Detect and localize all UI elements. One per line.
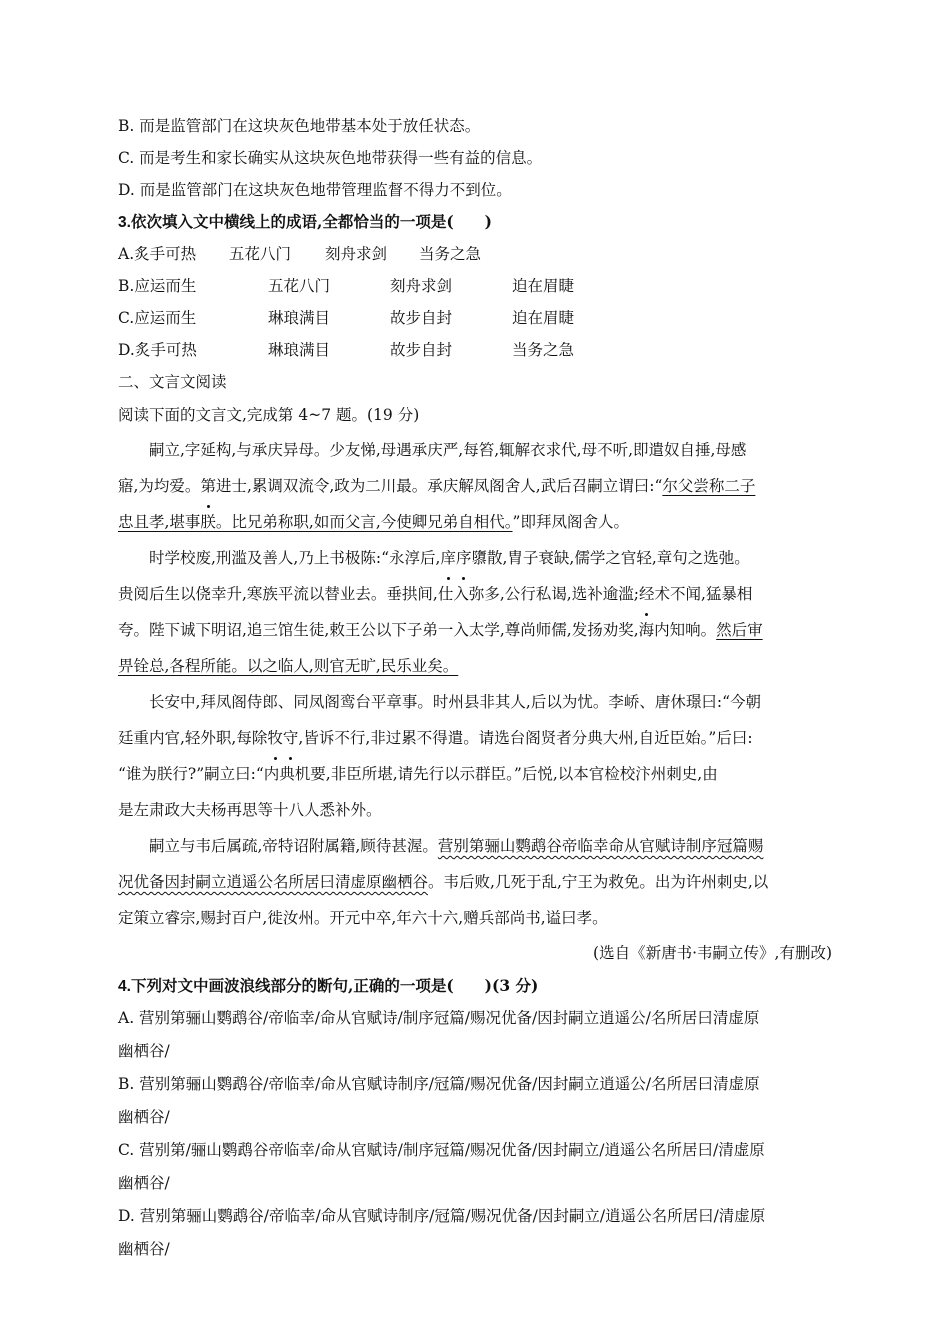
passage-source: (选自《新唐书·韦嗣立传》,有删改) xyxy=(593,944,832,962)
option-item: 故步自封 xyxy=(390,309,453,327)
option-item: C.应运而生 xyxy=(118,309,197,327)
passage-paragraph-4 xyxy=(118,828,832,936)
option-item: 迫在眉睫 xyxy=(512,309,575,327)
emphasis-dot-char: 牧 xyxy=(267,720,283,756)
passage-paragraph-3 xyxy=(118,684,832,828)
option-a-line-1: A. 营别第骊山鹦鹉谷/帝临幸/命从官赋诗/制序冠篇/赐况优备/因封嗣立逍遥公/名所居曰清虚原 xyxy=(118,1009,760,1027)
wavy-underlined-text: 况优备因封嗣立逍遥公名所居曰清虚原幽栖谷 xyxy=(118,873,429,891)
option-b: B. 而是监管部门在这块灰色地带基本处于放任状态。 xyxy=(118,117,481,135)
option-item: 五花八门 xyxy=(268,277,331,295)
underlined-text: 忠且孝,堪事朕。比兄弟称职,如而父言,今使卿兄弟自相代。 xyxy=(118,513,513,531)
option-item: 琳琅满目 xyxy=(268,309,331,327)
emphasis-dot-char: 经 xyxy=(639,576,655,612)
q3-option-a xyxy=(118,238,832,270)
underlined-text: 畀铨总,各程所能。以之临人,则官无旷,民乐业矣。 xyxy=(118,657,459,675)
emphasis-dot-char: 序 xyxy=(456,540,472,576)
emphasis-dot-char: 庠 xyxy=(440,540,456,576)
q3-option-d xyxy=(118,334,832,366)
question-text: 依次填入文中横线上的成语,全都恰当的一项是( ) xyxy=(130,212,493,231)
option-item: 刻舟求剑 xyxy=(325,245,388,263)
option-item: 故步自封 xyxy=(390,341,453,359)
question-4-options xyxy=(118,1002,832,1266)
text-line: 况优备因封嗣立逍遥公名所居曰清虚原幽栖谷。韦后败,几死于乱,宁王为救免。出为许州刺史,以 xyxy=(118,873,769,891)
option-c: C. 而是考生和家长确实从这块灰色地带获得一些有益的信息。 xyxy=(118,149,543,167)
text-line xyxy=(118,648,832,684)
option-c-line-1: C. 营别第/骊山鹦鹉谷帝临幸/命从官赋诗/制序冠篇/赐况优备/因封嗣立/逍遥公名所居曰/清虚原 xyxy=(118,1141,765,1159)
text-line: 廷重内官,轻外职,每除牧守,皆诉不行,非过累不得遣。请选台阁贤者分典大州,自近臣始。”后曰: xyxy=(118,720,832,756)
text-line: 寤,为均爱。第进士,累调双流令,政为二川最。承庆解凤阁舍人,武后召嗣立谓曰:“尔父尝称二子 xyxy=(118,468,832,504)
text-line: 是左肃政大夫杨再思等十八人悉补外。 xyxy=(118,801,382,819)
option-item: 迫在眉睫 xyxy=(512,277,575,295)
passage-paragraph-2 xyxy=(118,540,832,684)
underlined-text: 尔父尝称二子 xyxy=(662,477,756,495)
option-item: 五花八门 xyxy=(229,245,292,263)
option-c-line-2: 幽栖谷/ xyxy=(118,1174,170,1192)
option-item: 当务之急 xyxy=(419,245,482,263)
option-item: B.应运而生 xyxy=(118,277,197,295)
question-4-stem xyxy=(118,970,832,1002)
text-line: 嗣立,字延构,与承庆异母。少友悌,母遇承庆严,每笞,辄解衣求代,母不听,即遣奴自捶,母感 xyxy=(149,441,747,459)
option-b-line-2: 幽栖谷/ xyxy=(118,1108,170,1126)
option-item: A.炙手可热 xyxy=(118,245,197,263)
wavy-underlined-text: 营别第骊山鹦鹉谷帝临幸命从官赋诗制序冠篇赐 xyxy=(437,837,764,855)
emphasis-dot-char: 第 xyxy=(200,468,216,504)
option-d-line-2: 幽栖谷/ xyxy=(118,1240,170,1258)
option-item: 刻舟求剑 xyxy=(390,277,453,295)
option-a-line-2: 幽栖谷/ xyxy=(118,1042,170,1060)
section-title: 二、文言文阅读 xyxy=(118,373,227,391)
text-line: “谁为朕行?”嗣立曰:“内典机要,非臣所堪,请先行以示群臣。”后悦,以本官检校汴州刺史,由 xyxy=(118,765,718,783)
question-3-stem xyxy=(118,206,832,238)
text-line: 时学校废,刑滥及善人,乃上书极陈:“永淳后,庠序隳散,胄子衰缺,儒学之官轻,章句之选弛。 xyxy=(118,540,832,576)
option-item: D.炙手可热 xyxy=(118,341,197,359)
text-line: 贵阅后生以侥幸升,寒族平流以替业去。垂拱间,仕入弥多,公行私谒,选补逾滥;经术不闻,猛暴相 xyxy=(118,576,832,612)
underlined-text: 然后审 xyxy=(716,621,763,639)
question-number: 3. xyxy=(118,214,131,231)
section-instruction: 阅读下面的文言文,完成第 4~7 题。(19 分) xyxy=(118,406,420,424)
text-line: 长安中,拜凤阁侍郎、同凤阁鸾台平章事。时州县非其人,后以为忧。李峤、唐休璟曰:“今朝 xyxy=(149,693,762,711)
question-text: 下列对文中画波浪线部分的断句,正确的一项是( )(3 分) xyxy=(130,976,539,995)
text-line: 嗣立与韦后属疏,帝特诏附属籍,顾待甚渥。营别第骊山鹦鹉谷帝临幸命从官赋诗制序冠篇赐 xyxy=(149,837,764,855)
option-item: 当务之急 xyxy=(512,341,575,359)
emphasis-dot-char: 守 xyxy=(283,720,299,756)
option-item: 琳琅满目 xyxy=(268,341,331,359)
option-b-line-1: B. 营别第骊山鹦鹉谷/帝临幸/命从官赋诗制序/冠篇/赐况优备/因封嗣立逍遥公/名所居曰清虚原 xyxy=(118,1075,760,1093)
text-line: 忠且孝,堪事朕。比兄弟称职,如而父言,今使卿兄弟自相代。”即拜凤阁舍人。 xyxy=(118,513,629,531)
option-d: D. 而是监管部门在这块灰色地带管理监督不得力不到位。 xyxy=(118,181,512,199)
option-d-line-1: D. 营别第骊山鹦鹉谷/帝临幸/命从官赋诗制序/冠篇/赐况优备/因封嗣立/逍遥公名所居曰/清虚原 xyxy=(118,1207,766,1225)
passage-paragraph-1 xyxy=(118,432,832,540)
question-number: 4. xyxy=(118,978,131,995)
text-line: 夸。陛下诚下明诏,追三馆生徒,敕王公以下子弟一入太学,尊尚师儒,发扬劝奖,海内知响。然后审 xyxy=(118,621,763,639)
text-line: 定策立睿宗,赐封百户,徙汝州。开元中卒,年六十六,赠兵部尚书,谥曰孝。 xyxy=(118,909,608,927)
q3-option-c xyxy=(118,302,832,334)
question-2-options xyxy=(118,110,832,206)
q3-option-b xyxy=(118,270,832,302)
